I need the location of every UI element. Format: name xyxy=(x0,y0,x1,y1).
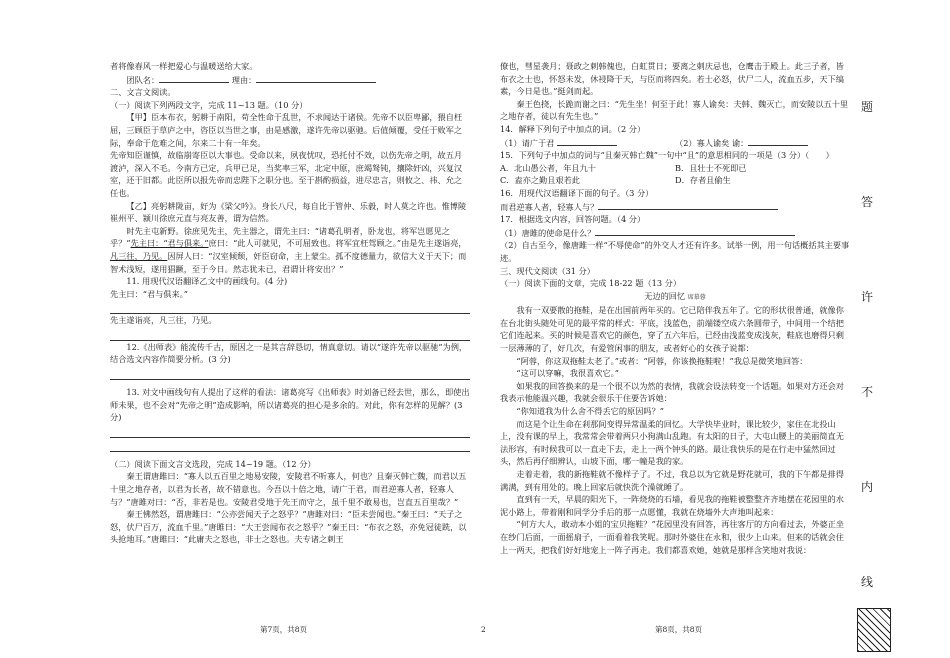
answer-line[interactable] xyxy=(110,366,470,380)
article-para: 我有一双要散的拖鞋，是在出国前两年买的。它已陪伴我五年了。它的形状很普通，就像你在台北街头随处可见的最平常的样式：平底，浅蓝色，前端镂空成六条圆带子，中间用一个结把它们连起来。买的时候是喜欢它的颜色，穿了五六年后，已经由浅蓝变成浅灰，鞋底也磨得只剩一层薄薄的了，好几次，有爱管闲事的朋友，或者好心的女孩子说都： xyxy=(500,305,844,354)
question-header: （一）阅读下面的文章，完成 18-22 题（13 分） xyxy=(500,278,682,289)
page-number-middle: 2 xyxy=(481,625,486,634)
article-para: 直到有一天，早晨的阳光下，一阵烧烧的石墙，看见我的拖鞋被整整齐齐地摆在花园里的水泥小路上，带着刚和同学分手后的那一点愿懂，我就在烧墙外大声地叫起来： xyxy=(500,494,844,517)
question-14-items: （1）请广于君 （2）寡人谕矣 谕： xyxy=(500,136,850,150)
article-para: 如果我的回答换来的是一个很不以为然的表情，我就会设法转变一个话题。如果对方还会对我表示他能温兴趣，我就会很乐于住要告诉她： xyxy=(500,380,844,404)
left-column xyxy=(110,60,470,546)
question-15-options-row-1 xyxy=(500,162,850,175)
underlined-sentence-1: 先主曰：“君与俱来。” xyxy=(130,238,209,249)
passage-tangju-2: 秦王怫然怒，谓唐雎曰：“公亦尝闻天子之怒乎？”唐雎对曰：“臣未尝闻也。”秦王曰：“天子之怒，伏尸百万，流血千里。”唐雎曰：“大王尝闻布衣之怒乎？”秦王曰：“布衣之怒，亦免冠徒跣，以头抢地耳。”唐雎曰：“此庸夫之怒也，非士之怒也。夫专诸之刺王 xyxy=(110,509,467,545)
section-heading: 二、文言文阅读。 xyxy=(110,87,176,98)
answer-line[interactable] xyxy=(110,438,470,452)
page-footer-right: 第8页，共8页 xyxy=(655,625,703,634)
question-17-item-1: （1）唐雎的使命是什么？ xyxy=(500,226,850,240)
passage-jia-1: 【甲】臣本布衣，躬耕于南阳，苟全性命于乱世，不求闻达于诸侯。先帝不以臣卑鄙，猥自枉屈，三顾臣于草庐之中，咨臣以当世之事，由是感激，遂许先帝以驱驰。后值倾覆，受任于败军之际，奉命于危难之间，尔来二十有一年矣。 xyxy=(110,112,463,148)
question-header: （一）阅读下列两段文字，完成 11~13 题。（10 分） xyxy=(110,99,308,110)
fold-line-notice: 题 答 许 不 内 线 xyxy=(860,100,873,589)
question-11: 11. 用现代汉语翻译乙文中的画线句。(4 分) xyxy=(126,276,288,287)
option-a[interactable]: A．北山愚公者，年且九十 xyxy=(500,162,596,173)
answer-line[interactable] xyxy=(110,424,470,438)
text-line: 者将像春风一样把爱心与温暖送给大家。 xyxy=(110,61,258,71)
passage-tangju-3: 僚也，彗星袭月；聂政之刺韩傀也，白虹贯日；要离之刺庆忌也，仓鹰击于殿上。此三子者，皆布衣之士也，怀怒未发，休祲降于天，与臣而将四矣。若士必怒，伏尸二人，流血五步，天下缟素，今日是也。”挺剑而起。 xyxy=(500,61,844,97)
option-b[interactable]: B．且壮士不死即已 xyxy=(675,162,747,173)
question-15: 15．下列句子中加点的词与“且秦灭韩亡魏”一句中“且”的意思相同的一项是（3 分）（ ） xyxy=(500,150,834,161)
question-14: 14．解释下列句子中加点的词。（2 分） xyxy=(500,123,646,134)
option-d[interactable]: D．存者且偷生 xyxy=(675,175,731,186)
question-11-item-1: 先主曰：“君与俱来。” xyxy=(110,288,188,299)
option-c[interactable]: C．盍亦之勤且艰若此 xyxy=(500,175,580,186)
passage-jia-2: 先帝知臣谨慎，故临崩寄臣以大事也。受命以来，夙夜忧叹，恐托付不效，以伤先帝之明，故五月渡泸，深入不毛。今南方已定，兵甲已足，当奖率三军，北定中原，庶竭驽钝，攘除奸凶，兴复汉室，还于旧都。此臣所以报先帝而忠陛下之职分也。至于斟酌损益，进尽忠言，则攸之、祎、允之任也。 xyxy=(110,150,463,198)
article-para: 而这是个让生命在剎那间变得异常温柔的回忆。大学快毕业时，课比较少，家住在北投山上，没有课的早上，我常常会带着两只小狗满山乱跑。有太阳的日子，大屯山腰上的美丽简直无法形容，有时候我可以一直走下去，走上一两个钟头的路。最让我快乐的是在行走中猛然回过头，然后再仔细辨认，山坡下面，哪一幢是我的家。 xyxy=(500,418,844,467)
right-column xyxy=(500,60,850,556)
section-heading: 三、现代文阅读（31 分） xyxy=(500,265,595,276)
question-11-item-2: 先主遂诣亮，凡三往，乃见。 xyxy=(110,315,217,326)
answer-line[interactable] xyxy=(110,327,470,341)
passage-tangju-1: 秦王谓唐雎曰：“寡人以五百里之地易安陵，安陵君不听寡人，何也？且秦灭韩亡魏，而君以五十里之地存者，以君为长者，故不错意也。今吾以十倍之地，请广于君，而君逆寡人者，轻寡人与？”唐雎对曰：“否，非若是也。安陵君受地于先王而守之，虽千里不敢易也，岂直五百里哉？” xyxy=(110,471,467,507)
question-17: 17．根据选文内容，回答问题。（4 分） xyxy=(500,214,646,225)
team-fill-line: 团队名： 理由： xyxy=(110,73,470,87)
passage-yi-1: 【乙】亮躬耕陇亩，好为《梁父吟》。身长八尺，每自比于管仲、乐毅，时人莫之许也。惟博陵崔州平、颍川徐庶元直与亮友善，谓为信然。 xyxy=(110,200,467,224)
passage-tangju-4: 秦王色挠，长跪而谢之曰：“先生坐！何至于此！寡人谕矣：夫韩、魏灭亡，而安陵以五十里之地存者，徒以有先生也。” xyxy=(500,98,849,122)
question-16-sentence: 而君逆寡人者，轻寡人与？ xyxy=(500,200,850,214)
question-header: （二）阅读下面文言文选段，完成 14~19 题。（12 分） xyxy=(110,458,316,469)
article-para: 走着走着，我的新拖鞋就不像样子了。不过，我总以为它就是野花就可，我的下午都是排得满满，到有用处的。晚上回家后就快洗个澡就睡了。 xyxy=(500,469,844,492)
article-para: “你知道我为什么舍不得丢它的原因吗？” xyxy=(516,406,664,417)
article-para: “阿蓉，你这双拖鞋太老了。”或者：“阿蓉，你该换拖鞋啦！”我总是微笑地回答： xyxy=(516,355,808,366)
question-12: 12.《出师表》能流传千古，原因之一是其言辞恳切，情真意切。请以“遂许先帝以驱驰”为例，结合选文内容作简要分析。(3 分) xyxy=(110,341,468,365)
question-13: 13. 对文中画线句有人提出了这样的看法：诸葛亮写《出师表》时刘备已经去世，那么，即使出师未果，也不会对“先帝之明”造成影响，所以诸葛亮的担心是多余的。对此，你有怎样的见解？(3 分) xyxy=(110,387,470,423)
article-para: “何方大人，敢动本小姐的宝贝拖鞋？”花园里没有回答，再往客厅的方向看过去，外婆正坐在纱门后面，一面摇扇子，一面看着我笑呢。那时外婆住在永和，很少上山来。但来的话就会住上一两天，把我们好好地宠上一阵子再走。我们都喜欢她，她就是那样含笑地对我说： xyxy=(500,519,845,555)
article-title: 无边的回忆 席慕蓉 xyxy=(644,290,706,301)
answer-line[interactable] xyxy=(110,300,470,314)
question-17-item-2: （2）自古至今，像唐雎一样“不辱使命”的外交人才还有许多。试举一例，用一句话概括其主要事迹。 xyxy=(500,240,850,263)
passage-yi-2: 时先主屯新野。徐庶见先主，先主器之，谓先主曰：“诸葛孔明者，卧龙也，将军岂愿见之乎？”先主曰：“君与俱来。”庶曰：“此人可就见，不可屈致也。将军宜枉驾顾之。”由是先主遂诣亮，凡三往，乃见。因屏人曰：“汉室倾颓，奸臣窃命，主上蒙尘。孤不度德量力，欲信大义于天下；而智术浅短，遂用猖蹶，至于今日。然志犹未已，君谓计将安出？” xyxy=(110,225,467,274)
article-para: “这可以穿嘛，我很喜欢它。” xyxy=(516,368,619,379)
underlined-sentence-2: 凡三往，乃见。 xyxy=(110,250,168,261)
hatched-corner-mark xyxy=(857,608,891,652)
page-footer-left: 第7页，共8页 xyxy=(260,625,308,634)
question-15-options-row-2 xyxy=(500,174,850,187)
question-16: 16．用现代汉语翻译下面的句子。（3 分） xyxy=(500,187,654,198)
